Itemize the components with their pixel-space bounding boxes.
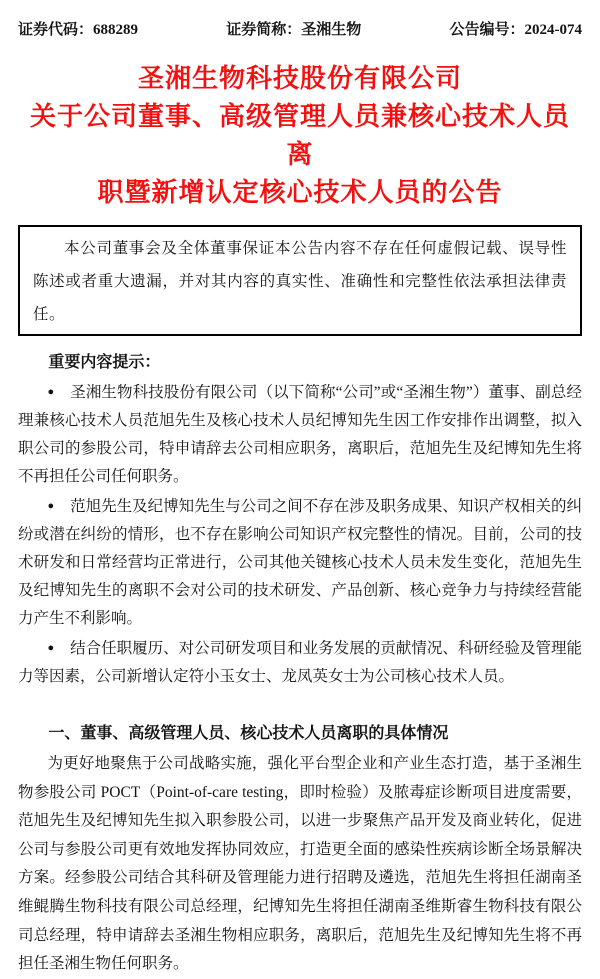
bullet-icon: ● xyxy=(47,642,55,654)
section-1-paragraph: 为更好地聚焦于公司战略实施，强化平台型企业和产业生态打造，基于圣湘生物参股公司 POCT（Point-of-care testing，即时检验）及脓毒症诊断项目进度需要，范旭先生及纪博知先生拟入职参股公司，以进一步聚焦产品开发及商业转化，促进公司与参股公司更有效地发挥协同效应，打造更全面的感染性疾病诊断全场景解决方案。经参股公司结合其科研及管理能力进行招聘及遴选，范旭先生将担任湖南圣维鲲腾生物科技有限公司总经理，纪博知先生将担任湖南圣维斯睿生物科技有限公司总经理，特申请辞去圣湘生物相应职务，离职后，范旭先生及纪博知先生将不再担任圣湘生物任何职务。 xyxy=(18,755,582,973)
notice-bullet-3-text: 结合任职履历、对公司研发项目和业务发展的贡献情况、科研经验及管理能力等因素，公司新增认定符小玉女士、龙凤英女士为公司核心技术人员。 xyxy=(18,640,582,685)
document-header xyxy=(18,21,582,40)
stock-abbr-value: 圣湘生物 xyxy=(301,22,362,38)
title-line-3: 职暨新增认定核心技术人员的公告 xyxy=(97,177,503,207)
announcement-number xyxy=(449,21,582,40)
notice-bullet-2-text: 范旭先生及纪博知先生与公司之间不存在涉及职务成果、知识产权相关的纠纷或潜在纠纷的情形，也不存在影响公司知识产权完整性的情况。目前，公司的技术研发和日常经营均正常进行，公司其他关键核心技术人员未发生变化，范旭先生及纪博知先生的离职不会对公司的技术研发、产品创新、核心竞争力与持续经营能力产生不利影响。 xyxy=(18,498,582,627)
bullet-icon: ● xyxy=(47,500,55,512)
stock-code xyxy=(18,21,138,40)
important-notice-heading: 重要内容提示： xyxy=(48,354,161,371)
announcement-number-value: 2024-074 xyxy=(524,22,582,38)
notice-bullet-1-text: 圣湘生物科技股份有限公司（以下简称“公司”或“圣湘生物”）董事、副总经理兼核心技术人员范旭先生及核心技术人员纪博知先生因工作安排作出调整，拟入职公司的参股公司，特申请辞去公司相应职务，离职后，范旭先生及纪博知先生将不再担任公司任何职务。 xyxy=(18,384,582,485)
title-line-2: 关于公司董事、高级管理人员兼核心技术人员离 xyxy=(29,101,570,169)
bullet-icon: ● xyxy=(47,386,55,398)
notice-bullet-1 xyxy=(18,378,582,491)
board-declaration-box xyxy=(18,225,582,336)
section-1-heading: 一、董事、高级管理人员、核心技术人员离职的具体情况 xyxy=(48,725,449,742)
notice-bullet-2 xyxy=(18,492,582,633)
stock-code-value: 688289 xyxy=(93,22,139,38)
title-line-1: 圣湘生物科技股份有限公司 xyxy=(137,63,462,93)
stock-abbr-label: 证券简称： xyxy=(226,22,302,38)
stock-abbr xyxy=(226,21,361,40)
announcement-title xyxy=(18,59,582,211)
board-declaration-text: 本公司董事会及全体董事保证本公告内容不存在任何虚假记载、误导性陈述或者重大遗漏，并对其内容的真实性、准确性和完整性依法承担法律责任。 xyxy=(33,240,567,323)
announcement-number-label: 公告编号： xyxy=(449,22,525,38)
notice-bullet-3 xyxy=(18,634,582,691)
stock-code-label: 证券代码： xyxy=(18,22,94,38)
